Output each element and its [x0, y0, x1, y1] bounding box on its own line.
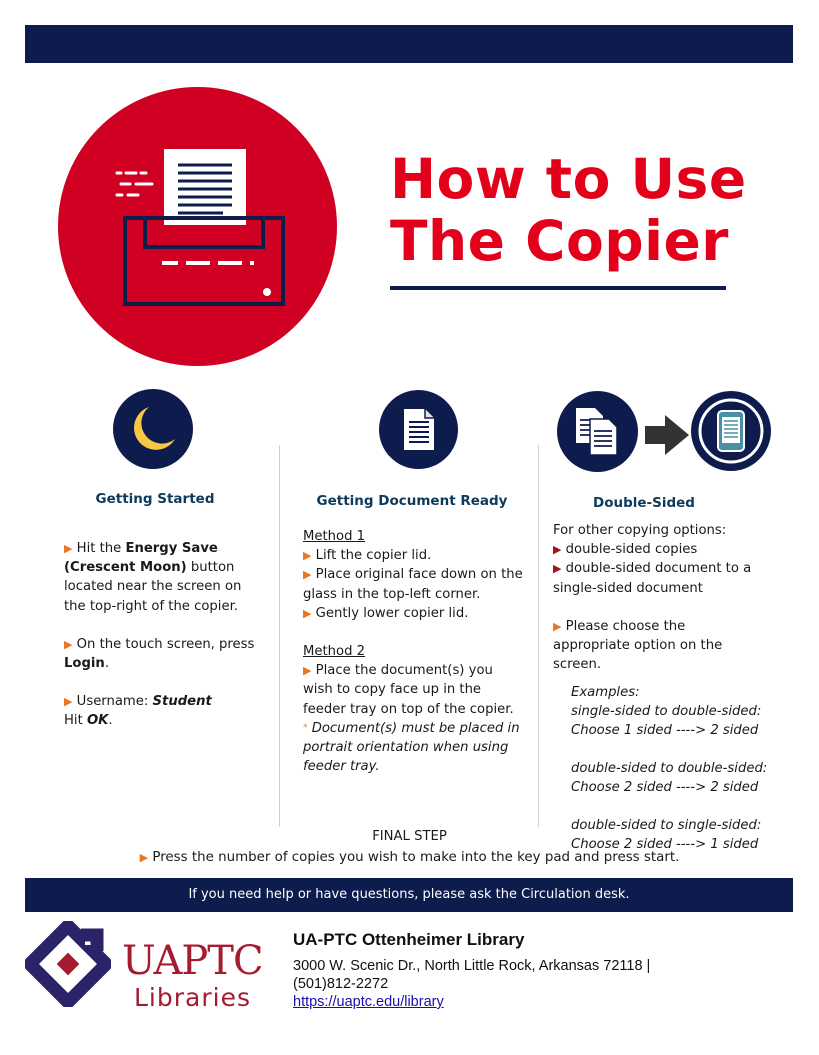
title-underline	[390, 286, 726, 290]
bullet-arrow-icon: ▶	[64, 695, 73, 709]
getting-started-steps	[64, 539, 264, 731]
document-ready-steps	[303, 527, 525, 776]
document-badge	[379, 390, 458, 469]
tablet-badge	[691, 391, 771, 471]
method-2-item: ▶ Place the document(s) you wish to copy face up in the feeder tray on top of the copier.	[303, 663, 514, 717]
example-choice: Choose 1 sided ----> 2 sided	[571, 723, 759, 738]
title-line-2: The Copier	[390, 209, 729, 273]
printer-icon	[58, 87, 337, 366]
tablet-icon	[691, 391, 771, 471]
double-sided-steps	[553, 521, 783, 674]
library-name: UA-PTC Ottenheimer Library	[293, 930, 525, 949]
choose-option: ▶ Please choose the appropriate option on the screen.	[553, 618, 723, 673]
example-title: single-sided to double-sided:	[571, 704, 762, 719]
bullet-arrow-icon: ▶	[553, 562, 562, 576]
documents-stack-icon	[557, 391, 638, 472]
example-choice: Choose 2 sided ----> 1 sided	[571, 837, 759, 852]
example-title: double-sided to double-sided:	[571, 761, 768, 776]
document-icon	[379, 390, 458, 469]
step-username: ▶ Username: Student Hit OK.	[64, 694, 212, 729]
library-address: 3000 W. Scenic Dr., North Little Rock, Arkansas 72118 |	[293, 958, 651, 974]
bullet-arrow-icon: ▶	[303, 606, 312, 620]
printer-hero-circle	[58, 87, 337, 366]
option-item: ▶ double-sided copies	[553, 542, 698, 558]
step-login: ▶ On the touch screen, press Login.	[64, 636, 255, 672]
column-divider-1	[279, 445, 280, 827]
logo-wordmark: UAPTC	[122, 938, 263, 984]
uaptc-logo-icon	[25, 921, 111, 1007]
help-banner: If you need help or have questions, please ask the Circulation desk.	[25, 878, 793, 912]
bullet-arrow-icon: ▶	[303, 568, 312, 582]
page-title	[390, 148, 790, 272]
top-banner	[25, 25, 793, 63]
bullet-arrow-icon: ▶	[303, 664, 312, 678]
bullet-arrow-icon: ▶	[64, 542, 73, 555]
crescent-moon-badge	[113, 389, 193, 469]
method-1-item: ▶ Gently lower copier lid.	[303, 605, 469, 621]
library-phone: (501)812-2272	[293, 976, 389, 992]
library-url-link[interactable]: https://uaptc.edu/library	[293, 994, 444, 1010]
title-line-1: How to Use	[390, 147, 747, 211]
column-divider-2	[538, 445, 539, 827]
bullet-arrow-icon: ▶	[139, 851, 149, 864]
examples-label: Examples:	[571, 685, 640, 700]
bullet-arrow-icon: ▶	[553, 543, 562, 557]
method-2-label: Method 2	[303, 644, 366, 660]
step-energy-save: ▶ Hit the Energy Save (Crescent Moon) button located near the screen on the top-right of the copier.	[64, 541, 242, 614]
arrow-right-icon	[645, 415, 689, 455]
heading-double-sided: Double-Sided	[593, 495, 695, 511]
documents-stack-badge	[557, 391, 638, 472]
method-1-label: Method 1	[303, 529, 366, 544]
final-step-label: FINAL STEP	[372, 829, 447, 844]
library-contact	[293, 957, 650, 1011]
example-choice: Choose 2 sided ----> 2 sided	[571, 780, 759, 795]
heading-getting-started: Getting Started	[95, 491, 215, 507]
bullet-arrow-icon: ▶	[303, 549, 312, 563]
crescent-moon-icon	[113, 389, 193, 469]
option-item: ▶ double-sided document to a single-sided document	[553, 561, 752, 596]
heading-document-ready: Getting Document Ready	[316, 493, 508, 509]
example-title: double-sided to single-sided:	[571, 818, 762, 833]
bullet-arrow-icon: ▶	[64, 637, 73, 651]
final-step-text: ▶ Press the number of copies you wish to make into the key pad and press start.	[139, 850, 680, 865]
method-1-item: ▶ Lift the copier lid.	[303, 548, 432, 564]
options-intro: For other copying options:	[553, 523, 727, 538]
feeder-note: * Document(s) must be placed in portrait orientation when using feeder tray.	[303, 720, 520, 775]
bullet-arrow-icon: ▶	[553, 619, 562, 633]
asterisk-icon: *	[303, 722, 308, 733]
method-1-item: ▶ Place original face down on the glass in the top-left corner.	[303, 567, 523, 602]
logo-subtitle: Libraries	[134, 983, 251, 1012]
